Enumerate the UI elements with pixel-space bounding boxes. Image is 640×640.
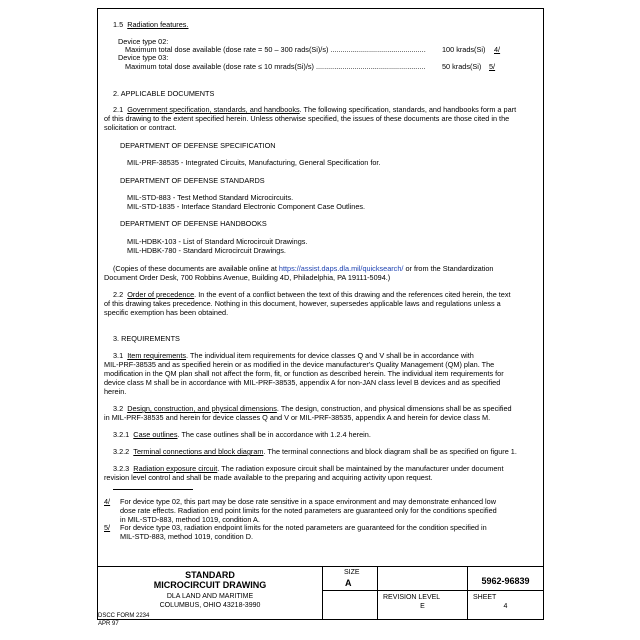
- drawing-number: 5962-96839: [481, 576, 530, 586]
- para-3-2-3-line2: revision level control and shall be made available to the preparing and acquiring activity upon request.: [104, 473, 433, 482]
- drawing-title-2: MICROCIRCUIT DRAWING: [153, 580, 267, 590]
- footnote-rule: [113, 489, 193, 490]
- drawing-title-1: STANDARD: [185, 570, 235, 580]
- revision-value: E: [420, 603, 425, 610]
- revision-label: REVISION LEVEL: [383, 594, 441, 601]
- blank-cell: [377, 566, 468, 591]
- footnote-4-mark: 4/: [104, 497, 111, 506]
- device-type-03-label: Device type 03:: [118, 53, 169, 62]
- footnote-5-line2: MIL-STD-883, method 1019, condition D.: [120, 532, 254, 541]
- para-3-1-line5: herein.: [104, 387, 127, 396]
- device-type-03-line: Maximum total dose available (dose rate ≤ 10 mrads(Si)/s) ......................................................: [125, 62, 426, 71]
- dod-standards-heading: DEPARTMENT OF DEFENSE STANDARDS: [120, 176, 265, 185]
- form-date: APR 97: [98, 621, 119, 627]
- spec-mil-prf-38535: MIL-PRF-38535 - Integrated Circuits, Manufacturing, General Specification for.: [127, 158, 381, 167]
- para-3-2-2: 3.2.2 Terminal connections and block diagram. The terminal connections and block diagram shall be as specified on figure 1.: [113, 447, 517, 456]
- section-3-heading: 3. REQUIREMENTS: [113, 334, 180, 343]
- para-2-2-line3: specific exemption has been obtained.: [104, 308, 229, 317]
- agency-line-1: DLA LAND AND MARITIME: [166, 593, 254, 600]
- para-2-2-line2: of this drawing takes precedence. Nothing in this document, however, supersedes applicable laws and regulations unless a: [104, 299, 501, 308]
- hdbk-mil-hdbk-103: MIL-HDBK-103 - List of Standard Microcircuit Drawings.: [127, 237, 308, 246]
- device-type-03-value: 50 krads(Si): [442, 62, 482, 71]
- section-1-5-heading: 1.5 Radiation features.: [113, 20, 189, 29]
- para-3-2-3-line1: 3.2.3 Radiation exposure circuit. The radiation exposure circuit shall be maintained by the manufacturer under document: [113, 464, 504, 473]
- para-3-2-line2: in MIL-PRF-38535 and herein for device classes Q and V or MIL-PRF-38535, appendix A and herein for device class M.: [104, 413, 491, 422]
- footnote-4-line2: dose rate effects. Radiation end point limits for the noted parameters are guaranteed only for the conditions specified: [120, 506, 497, 515]
- footnote-4-line3: in MIL-STD-883, method 1019, condition A.: [120, 515, 260, 524]
- std-mil-std-1835: MIL-STD-1835 - Interface Standard Electronic Component Case Outlines.: [127, 202, 366, 211]
- copies-note-line2: Document Order Desk, 700 Robbins Avenue, Building 4D, Philadelphia, PA 19111-5094.): [104, 273, 391, 282]
- size-label: SIZE: [344, 569, 360, 576]
- section-2-heading: 2. APPLICABLE DOCUMENTS: [113, 89, 215, 98]
- sheet-value: 4: [503, 603, 508, 610]
- form-number: DSCC FORM 2234: [98, 613, 150, 619]
- footnote-5-line1: For device type 03, radiation endpoint limits for the noted parameters are guaranteed for the condition specified in: [120, 523, 487, 532]
- para-3-1-line4: device class M shall be in accordance with MIL-PRF-38535, appendix A for non-JAN class level B devices and as specified: [104, 378, 501, 387]
- para-3-2-line1: 3.2 Design, construction, and physical dimensions. The design, construction, and physical dimensions shall be as specified: [113, 404, 512, 413]
- device-type-02-label: Device type 02:: [118, 37, 169, 46]
- dod-specification-heading: DEPARTMENT OF DEFENSE SPECIFICATION: [120, 141, 276, 150]
- para-3-2-1: 3.2.1 Case outlines. The case outlines shall be in accordance with 1.2.4 herein.: [113, 430, 371, 439]
- size-value: A: [345, 578, 352, 588]
- agency-line-2: COLUMBUS, OHIO 43218-3990: [159, 602, 261, 609]
- device-type-02-note: 4/: [494, 45, 501, 54]
- std-mil-std-883: MIL-STD-883 - Test Method Standard Microcircuits.: [127, 193, 294, 202]
- device-type-02-line: Maximum total dose available (dose rate = 50 – 300 rads(Si)/s) ...............................................: [125, 45, 426, 54]
- blank-cell-lower: [322, 590, 378, 620]
- para-3-1-line1: 3.1 Item requirements. The individual item requirements for device classes Q and V shall be in accordance with: [113, 351, 474, 360]
- device-type-02-value: 100 krads(Si): [442, 45, 486, 54]
- para-2-1-line1: 2.1 Government specification, standards, and handbooks. The following specification, standards, and handbooks form a part: [113, 105, 517, 114]
- para-2-1-line2: of this drawing to the extent specified herein. Unless otherwise specified, the issues of these documents are those cited in the: [104, 114, 510, 123]
- footnote-4-line1: For device type 02, this part may be dose rate sensitive in a space environment and may demonstrate enhanced low: [120, 497, 496, 506]
- para-2-1-line3: solicitation or contract.: [104, 123, 177, 132]
- device-type-03-note: 5/: [489, 62, 496, 71]
- copies-note-line1: (Copies of these documents are available online at https://assist.daps.dla.mil/quicksearch/ or from the Standardization: [113, 264, 494, 273]
- sheet-label: SHEET: [473, 594, 497, 601]
- para-3-1-line3: modification in the QM plan shall not affect the form, fit, or function as described herein. The individual item requirements for: [104, 369, 504, 378]
- hdbk-mil-hdbk-780: MIL-HDBK-780 - Standard Microcircuit Drawings.: [127, 246, 286, 255]
- para-3-1-line2: MIL-PRF-38535 and as specified herein or as modified in the device manufacturer's Quality Management (QM) plan. The: [104, 360, 495, 369]
- title-block: [97, 566, 544, 620]
- footnote-5-mark: 5/: [104, 523, 111, 532]
- para-2-2-line1: 2.2 Order of precedence. In the event of a conflict between the text of this drawing and the references cited herein, the text: [113, 290, 511, 299]
- dod-handbooks-heading: DEPARTMENT OF DEFENSE HANDBOOKS: [120, 219, 267, 228]
- quicksearch-link[interactable]: https://assist.daps.dla.mil/quicksearch/: [278, 264, 404, 273]
